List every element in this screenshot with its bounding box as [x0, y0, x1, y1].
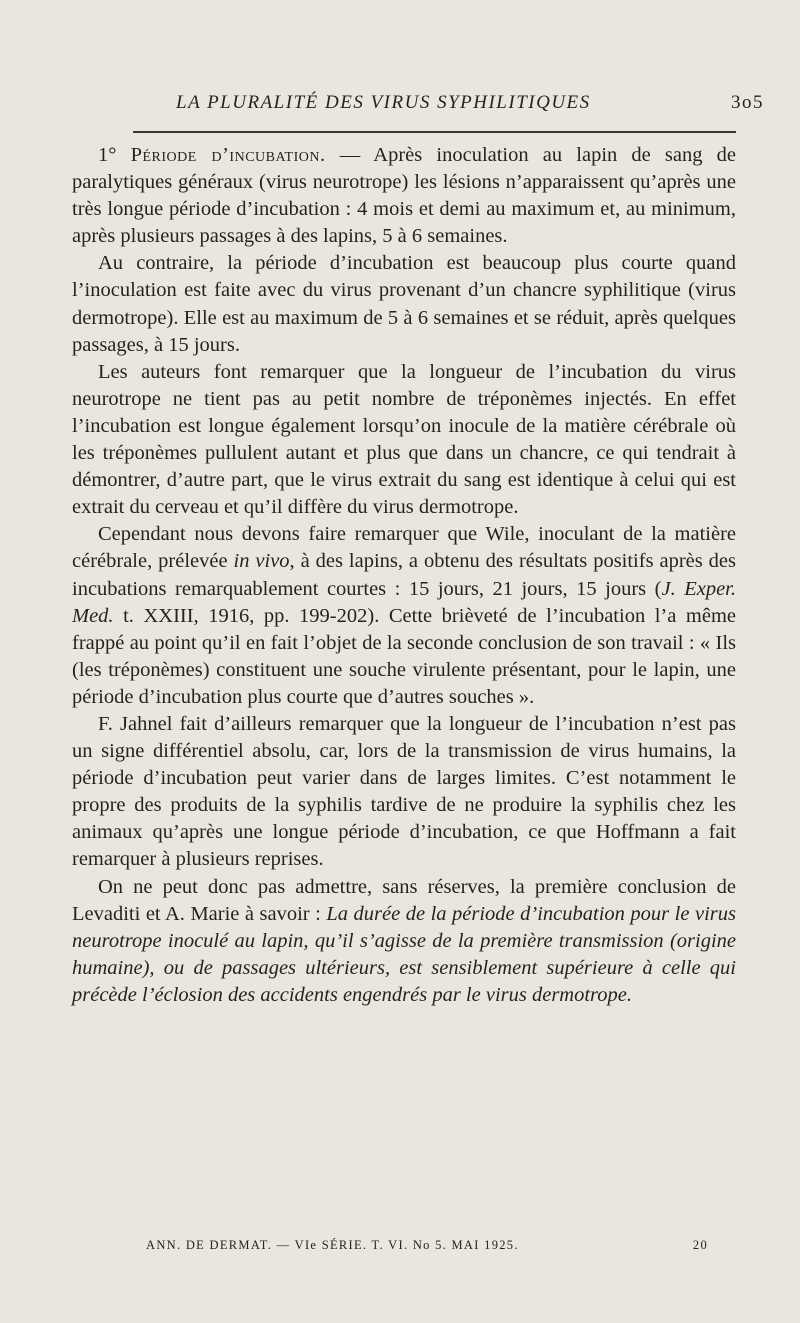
section-number: 1° [98, 144, 131, 166]
journal-title: J. Exper. Med. [72, 577, 736, 627]
paragraph-authors-note: Les auteurs font remarquer que la longueur de l’incubation du virus neurotrope ne tient pas au petit nombre de tréponèmes injectés. En effet l’incubation est longue également lorsqu’on inocule de la matière cérébrale où les tréponèmes pullulent autant et plus que dans un chancre, ce qui tendrait à démontrer, d’autre part, que le virus extrait du sang est identique à celui qui est extrait du cerveau et qu’il diffère du virus dermotrope. [72, 360, 736, 519]
footer-citation: ANN. DE DERMAT. — VIe SÉRIE. T. VI. No 5. MAI 1925. [146, 1238, 519, 1252]
page-number: 3o5 [731, 92, 764, 113]
paragraph-text: — Après inoculation au lapin de sang de paralytiques généraux (virus neurotrope) les lésions n’apparaissent qu’après une très longue période d’incubation : 4 mois et demi au maximum et, au minimum, après plusieurs passages à des lapins, 5 à 6 semaines. [72, 144, 737, 248]
paragraph-text: t. XXIII, 1916, pp. 199-202). Cette brièveté de l’incubation l’a même frappé au point qu’il en fait l’objet de la seconde conclusion de son travail : « Ils (les tréponèmes) constituent une souche virulente présentant, pour le lapin, une période d’incubation plus courte que d’autres souches ». [72, 604, 736, 708]
section-heading: Période d’incubation. [130, 144, 326, 166]
latin-term: in vivo [233, 550, 290, 573]
paragraph-text: , à des lapins, a obtenu des résultats positifs après des incubations remarquablement courtes : 15 jours, 21 jours, 15 jours ( [72, 550, 737, 600]
header-rule [133, 131, 736, 133]
paragraph-wile [72, 521, 736, 711]
paragraph-text: Cependant nous devons faire remarquer que Wile, inoculant de la matière cérébrale, prélevée [72, 523, 736, 573]
running-title: LA PLURALITÉ DES VIRUS SYPHILITIQUES [176, 92, 591, 113]
body-text [72, 142, 736, 1009]
quoted-conclusion: La durée de la période d’incubation pour le virus neurotrope inoculé au lapin, qu’il s’agisse de la première transmission (origine humaine), ou de passages ultérieurs, est sensiblement supérieure à celle qui précède l’éclosion des accidents engendrés par le virus dermotrope. [72, 902, 736, 1006]
paragraph-dermotrope: Au contraire, la période d’incubation est beaucoup plus courte quand l’inoculation est faite avec du virus provenant d’un chancre syphilitique (virus dermotrope). Elle est au maximum de 5 à 6 semaines et se réduit, après quelques passages, à 15 jours. [72, 252, 736, 356]
paragraph-conclusion [72, 874, 736, 1009]
paragraph-incubation-period [72, 142, 736, 250]
paragraph-jahnel: F. Jahnel fait d’ailleurs remarquer que la longueur de l’incubation n’est pas un signe différentiel absolu, car, lors de la transmission de virus humains, la période d’incubation peut varier dans de larges limites. C’est notamment le propre des produits de la syphilis tardive de ne produire la syphilis chez les animaux qu’après une longue période d’incubation, ce que Hoffmann a fait remarquer à plusieurs reprises. [72, 712, 736, 871]
printer-signature: 20 [692, 1238, 708, 1252]
paragraph-text: On ne peut donc pas admettre, sans réserves, la première conclusion de Levaditi et A. Marie à savoir : [72, 875, 736, 925]
